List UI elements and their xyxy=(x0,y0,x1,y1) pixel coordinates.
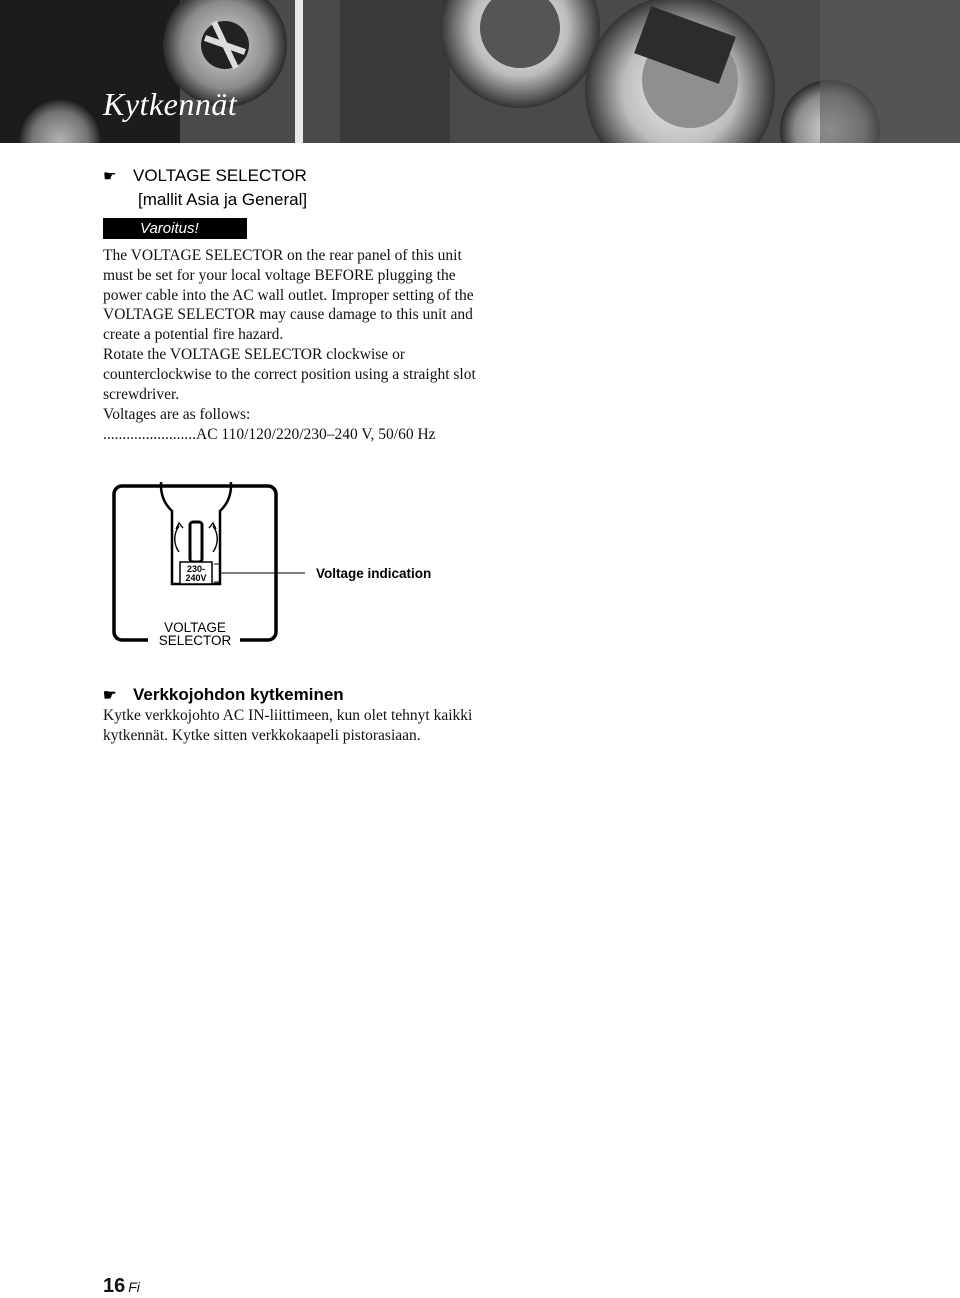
pointing-hand-icon: ☛ xyxy=(103,168,117,185)
voltage-selector-subtitle: [mallit Asia ja General] xyxy=(138,190,308,209)
power-cable-title: Verkkojohdon kytkeminen xyxy=(133,685,344,704)
panel-label-line2: SELECTOR xyxy=(158,633,232,648)
header-banner xyxy=(0,0,960,143)
voltage-selector-title: VOLTAGE SELECTOR xyxy=(133,166,307,185)
voltage-value-line2: 240V xyxy=(185,573,207,583)
pointing-hand-icon: ☛ xyxy=(103,687,117,704)
voltage-value-line1: 230- xyxy=(186,564,206,574)
voltage-selector-diagram xyxy=(110,482,450,652)
indication-leader-line xyxy=(214,564,305,582)
power-cable-paragraph: Kytke verkkojohto AC IN-liittimeen, kun olet tehnyt kaikki kytkennät. Kytke sitten verkkokaapeli pistorasiaan. xyxy=(103,707,473,744)
page-number: 16 xyxy=(103,1275,126,1297)
warning-paragraph: The VOLTAGE SELECTOR on the rear panel of this unit must be set for your local voltage BEFORE plugging the power cable into the AC wall outlet. Improper setting of the VOLTAGE SELECTOR may cause damage to this unit and create a potential fire hazard. xyxy=(103,247,474,344)
power-cable-heading xyxy=(103,684,344,707)
warning-label: Varoitus! xyxy=(103,218,247,239)
panel-label-line1: VOLTAGE xyxy=(164,620,226,635)
page-title: Kytkennät xyxy=(103,86,238,122)
voltage-selector-heading xyxy=(103,164,307,211)
voltage-indication-label: Voltage indication xyxy=(316,566,432,581)
screwdriver-slot xyxy=(190,522,202,562)
rotate-instruction-paragraph: Rotate the VOLTAGE SELECTOR clockwise or counterclockwise to the correct position using a straight slot screwdriver. xyxy=(103,346,476,403)
voltages-intro: Voltages are as follows: xyxy=(103,406,251,423)
language-code: Fi xyxy=(128,1279,140,1295)
counterclockwise-arrow-icon xyxy=(175,526,179,552)
clockwise-arrow-icon xyxy=(213,526,217,552)
voltages-line: ........................AC 110/120/220/230–240 V, 50/60 Hz xyxy=(103,426,436,443)
